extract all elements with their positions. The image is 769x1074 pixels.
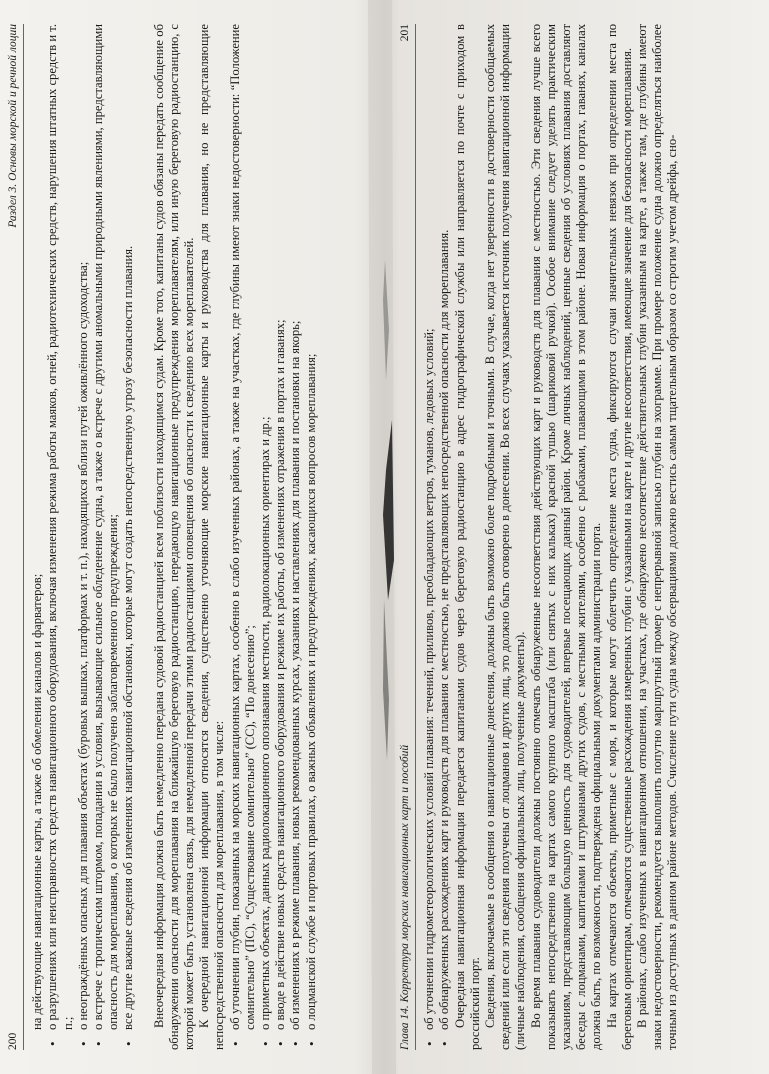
left-page	[0, 12, 372, 1062]
paragraph: На картах отмечаются объекты, приметные с моря, и которые могут облегчить определение места судна, фиксируются случаи значительных невязок при определении места по береговым ориентирам, отмечаются существенные расхождения измеренных глубин с указанными на карте и другие несоответствия, имеющие значение для безопасности мореплавания.	[604, 24, 634, 1050]
running-head: Раздел 3. Основы морской и речной лоции	[7, 24, 19, 228]
left-page-header	[6, 24, 24, 1050]
list-item: • об уточнении гидрометеорологических условий плавания: течений, приливов, преобладающих ветров, туманов, ледовых условий;	[422, 24, 437, 1050]
bullet-list	[45, 24, 136, 1050]
paragraph: В районах, слабо изученных в навигационном отношении, на участках, где обнаружено несоответствие действительных глубин указанным на карте, а также там, где глубины имеют знаки недостоверности, рекомендуется выполнить попутно маршрутный промер с непрерывной записью глубин на эхограмме. При промере положение судна должно определяться наиболее точным из доступных в данном районе методов. Счисление пути судна между обсервациями должно вестись самым тщательным образом со строгим учетом дрейфа, сно-	[635, 24, 680, 1050]
list-item: • об изменениях в режиме плавания, новых рекомендованных курсах, указаниях и наставлениях для плавания и постановки на якорь;	[288, 24, 303, 1050]
list-item: • о встрече с тропическим штормом, попадании в условия, вызывающие сильное обледенение судна, а также о встрече с другими аномальными природными явлениями, представляющими опасность для мореплавания, о которых не было получено заблаговременного предупреждения;	[91, 24, 121, 1050]
right-page-body	[422, 24, 680, 1050]
list-item: • о приметных объектах, данных радиолокационного опознавания местности, радиолокационных ориентирах и др.;	[258, 24, 273, 1050]
list-item: • об уточнении глубин, показанных на морских навигационных картах, особенно в слабо изученных районах, а также на участках, где глубины имеют знаки недостоверности: “Положение сомнительно” (ПС), “Существование сомнительно” (СС), “По донесению”;	[228, 24, 258, 1050]
list-item: • все другие важные сведения об изменениях навигационной обстановки, которые могут создать непосредственную угрозу безопасности плавания.	[121, 24, 136, 1050]
left-page-body	[30, 24, 319, 1050]
paragraph: Внеочередная информация должна быть немедленно передана судовой радиостанцией всем поблизости находящимся судам. Кроме того, капитаны судов обязаны передать сообщение об обнаружении опасности для мореплавания на ближайшую береговую радиостанцию, передающую навигационные предупреждения мореплавателям, или иную береговую радиостанцию, с которой может быть установлена связь, для немедленной передачи этими радиостанциями оповещения об опасности к сведению всех мореплавателей.	[151, 24, 197, 1050]
running-head: Глава 14. Корректура морских навигационных карт и пособий	[399, 744, 411, 1050]
list-item: • о неограждённых опасных для плавания объектах (буровых вышках, платформах и т. п.), находящихся вблизи путей оживлённого судоходства;	[76, 24, 91, 1050]
right-page-header	[398, 24, 416, 1050]
bullet-list	[228, 24, 319, 1050]
bullet-list	[422, 24, 452, 1050]
list-item: • о лоцманской службе и портовых правилах, о важных объявлениях и предупреждениях, касающихся вопросов мореплавания;	[304, 24, 319, 1050]
paragraph: на действующие навигационные карты, а также об обмелении каналов и фарватеров;	[30, 573, 45, 1030]
paragraph: Сведения, включаемые в сообщения о навигационные донесения, должны быть возможно более подробными и точными. В случае, когда нет уверенности в достоверности сообщаемых сведений или если эти сведения получены от лоцманов и других лиц, это должно быть оговорено в донесении. Во всех случаях указывается источник получения навигационной информации (личные наблюдения, сообщения официальных лиц, полученные документы).	[483, 24, 528, 1050]
paragraph: Очередная навигационная информация передается капитанами судов через береговую радиостанцию в адрес гидрографической службы или направляется по почте с приходом в российский порт.	[452, 24, 482, 1050]
page-number: 200	[7, 1032, 19, 1050]
list-item: • о разрушениях или неисправностях средств навигационного оборудования, включая изменения режима работы маяков, огней, радиотехнических средств, нарушения штатных средств и т. п.;	[45, 24, 75, 1050]
paragraph: Во время плавания судоводители должны постоянно отмечать обнаруженные несоответствия действующих карт и руководств для плавания с местностью. Эти сведения лучше всего показывать непосредственно на картах самого крупного масштаба (или снятых с них кальках) красной тушью (шариковой ручкой). Особое внимание следует уделять практическим указаниям, представляющим большую ценность для судоводителей, впервые посещающих данный район. Кроме личных наблюдений, ценные сведения об условиях плавания доставляют беседы с лоцманами, капитанами и штурманами других судов, с местными жителями, особенно с рыбаками, плавающими в этом районе. Новая информация о портах, гаванях, каналах должна быть, по возможности, подтверждена официальными документами администрации порта.	[528, 24, 604, 1050]
paragraph: К очередной навигационной информации относятся сведения, существенно уточняющие морские навигационные карты и руководства для плавания, но не представляющие непосредственной опасности для мореплавания, в том числе:	[197, 24, 227, 1050]
page-number: 201	[399, 24, 411, 42]
list-item: • о вводе в действие новых средств навигационного оборудования и режиме их работы, об изменениях отражения в портах и гаванях;	[273, 24, 288, 1050]
list-item: • об обнаруженных расхождениях карт и руководств для плавания с местностью, не представляющих непосредственной опасности для мореплавания.	[437, 24, 452, 1050]
right-page	[392, 12, 764, 1062]
